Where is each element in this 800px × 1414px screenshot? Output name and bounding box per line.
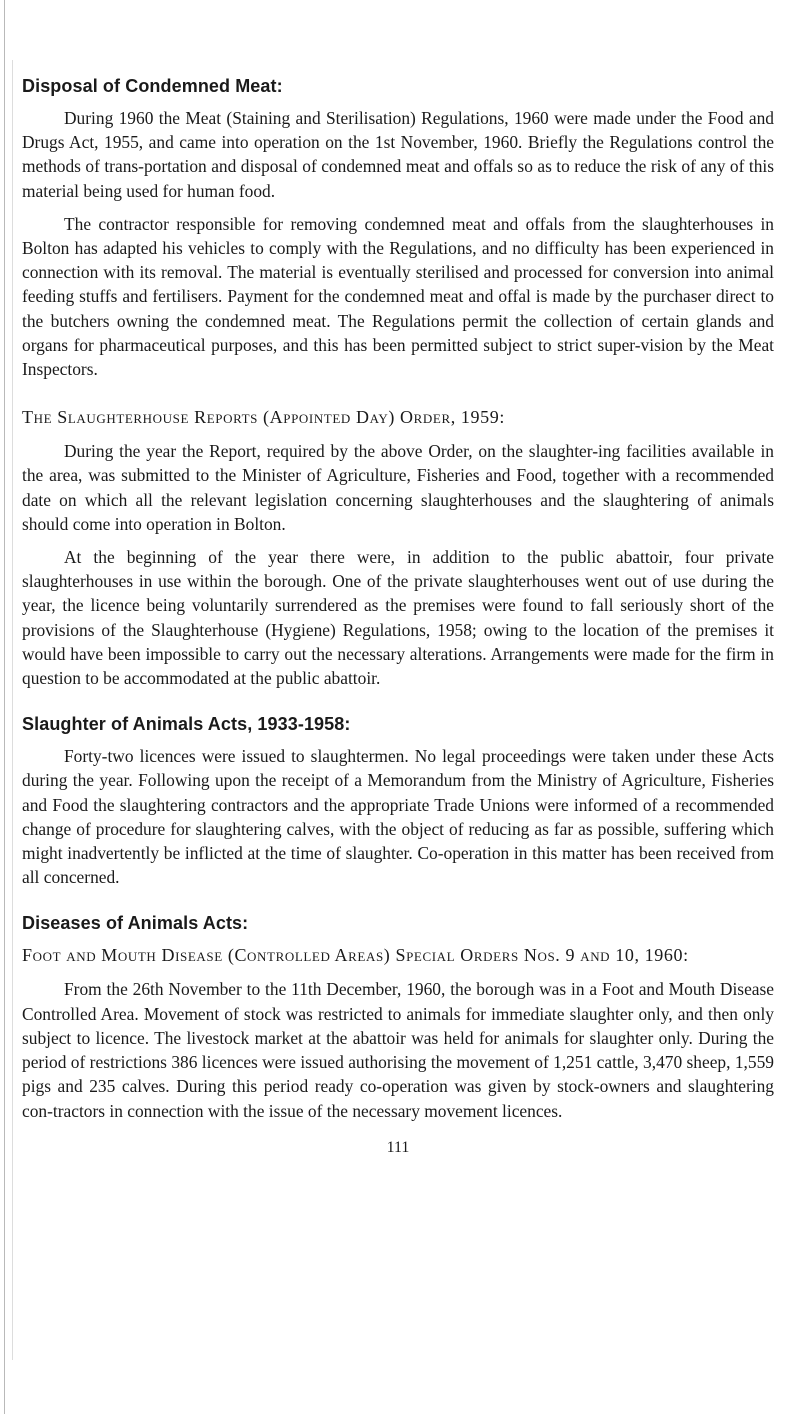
heading-diseases-acts: Diseases of Animals Acts: [22,913,249,934]
page-number: 111 [386,1138,410,1156]
section-condemned-meat [22,76,774,381]
paragraph: Forty-two licences were issued to slaughtermen. No legal proceedings were taken under these Acts during the year. Following upon the receipt of a Memorandum from the Ministry of Agriculture, Fisheries and Food the slaughtering contractors and the appropriate Trade Unions were informed of a recommended change of procedure for slaughtering calves, with the object of reducing as far as possible, suffering which might inadvertently be inflicted at the time of slaughter. Co-operation in this matter has been received from all concerned. [22,746,774,888]
paragraph: During the year the Report, required by the above Order, on the slaughter-ing facilities available in the area, was submitted to the Minister of Agriculture, Fisheries and Food, together with a recommended date on which all the relevant legislation concerning slaughterhouses and the slaughtering of animals should come into operation in Bolton. [22,441,774,534]
paragraph: From the 26th November to the 11th December, 1960, the borough was in a Foot and Mouth Disease Controlled Area. Movement of stock was restricted to animals for immediate slaughter only, and then only subject to licence. The livestock market at the abattoir was held for animals for slaughter only. During the period of restrictions 386 licences were issued authorising the movement of 1,251 cattle, 3,470 sheep, 1,559 pigs and 235 calves. During this period ready co-operation was given by stock-owners and slaughtering con-tractors in connection with the issue of the necessary movement licences. [22,979,774,1121]
section-diseases [22,913,774,1122]
paragraph: At the beginning of the year there were, in addition to the public abattoir, four private slaughterhouses in use within the borough. One of the private slaughterhouses went out of use during the year, the licence being voluntarily surrendered as the premises were found to fall seriously short of the provisions of the Slaughterhouse (Hygiene) Regulations, 1958; owing to the location of the premises it would have been impossible to carry out the necessary alterations. Arrangements were made for the firm in question to be accommodated at the public abattoir. [22,547,774,689]
heading-slaughterhouse-reports: The Slaughterhouse Reports (Appointed Day) Order, 1959: [22,407,505,428]
heading-slaughter-acts: Slaughter of Animals Acts, 1933-1958: [22,714,351,735]
section-slaughterhouse-reports [22,405,774,690]
document-page [22,76,774,1157]
paragraph: During 1960 the Meat (Staining and Sterilisation) Regulations, 1960 were made under the Food and Drugs Act, 1955, and came into operation on the 1st November, 1960. Briefly the Regulations control the methods of trans-portation and disposal of condemned meat and offals so as to reduce the risk of any of this material being used for human food. [22,108,774,201]
subheading-foot-and-mouth: Foot and Mouth Disease (Controlled Areas) Special Orders Nos. 9 and 10, 1960: [22,945,689,966]
section-slaughter-acts [22,714,774,889]
heading-condemned-meat: Disposal of Condemned Meat: [22,76,283,96]
binding-shadow-line [12,60,13,1360]
binding-edge-line [4,0,5,1414]
paragraph: The contractor responsible for removing condemned meat and offals from the slaughterhouses in Bolton has adapted his vehicles to comply with the Regulations, and no difficulty has been experienced in connection with its removal. The material is eventually sterilised and processed for conversion into animal feeding stuffs and fertilisers. Payment for the condemned meat and offal is made by the purchaser direct to the butchers owning the condemned meat. The Regulations permit the collection of certain glands and organs for pharmaceutical purposes, and this has been permitted subject to strict super-vision by the Meat Inspectors. [22,213,774,380]
